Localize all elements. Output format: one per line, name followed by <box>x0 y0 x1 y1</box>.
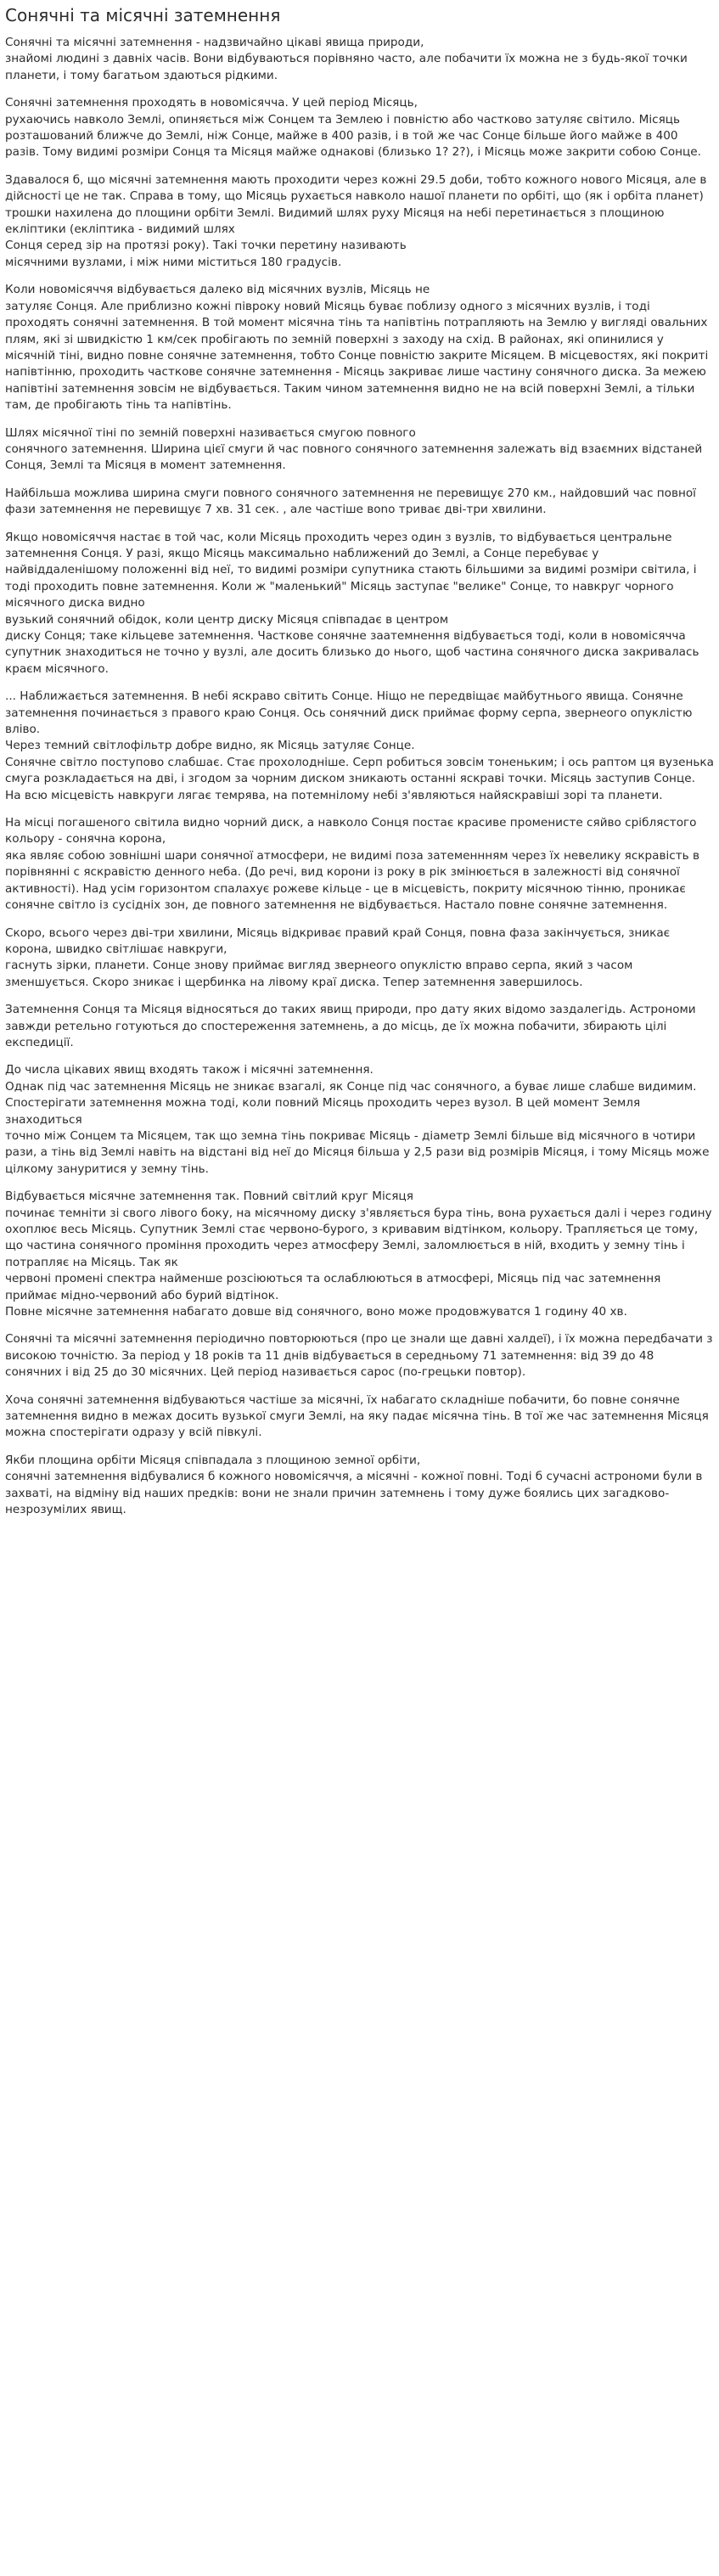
paragraph-corona: На місці погашеного світила видно чорний диск, а навколо Сонця постає красиве променисте сяйво сріблястого кольору - сонячна корона, яка являє собою зовнішні шари сонячної атмосфери, не видимі поза затеменнням через їх невелику яскравість в порівнянні с яскравістю денного неба. (До речі, вид корони із року в рік змінюється в залежності від сонячної активності). Над усім горизонтом спалахує рожеве кільце - це в місцевість, покриту місячною тінню, проникає сонячне світло із сусідніх зон, де повного затемнення не відбувається. Настало повне сонячне затемнення. <box>5 816 700 913</box>
paragraph-central-annular-eclipse: Якщо новомісяччя настає в той час, коли Місяць проходить через один з вузлів, то відбувається центральне затемнення Сонця. У разі, якщо Місяць максимально наближений до Землі, а Сонце перебуває у найвіддаленішому положенні від неї, то видимі розміри супутника стають більшими за видимі розміри світила, і тоді проходить повне затемнення. Коли ж "маленький" Місяць заступає "велике" Сонце, то навкруг чорного місячного диска видно вузький сонячний обідок, коли центр диску Місяця співпадає в центром диску Сонця; таке кільцеве затемнення. Часткове сонячне заатемнення відбувається тоді, коли в новомісячча супутник знаходиться не точно у вузлі, але досить близько до нього, щоб частина сонячного диска закривалась краєм місячного. <box>5 530 699 676</box>
paragraph-eclipse-end: Скоро, всього через дві-три хвилини, Місяць відкриває правий край Сонця, повна фаза закінчується, зникає корона, швидко світлішає навкруги, гаснуть зірки, планети. Сонце знову приймає вигляд звернеого опуклістю вправо серпа, який з часом зменшується. Скоро зникає і щербинка на лівому краї диска. Тепер затемнення завершилось. <box>5 925 671 989</box>
paragraph-saros: Сонячні та місячні затемнення періодично повторюються (про це знали ще давні халдеї), і їх можна передбачати з високою точністю. За період у 18 років та 11 днів відбувається в середньому 71 затемнення: від 39 до 48 сонячних і від 25 до 30 місячних. Цей період називається сарос (по-грецьки повтор). <box>5 1332 713 1380</box>
paragraph-orbit-plane: Якби площина орбіти Місяця співпадала з площиною земної орбіти, сонячні затемнення відбувалися б кожного новомісяччя, а місячні - кожної повні. Тоді б сучасні астрономи були в захваті, на відміну від наших предків: вони не знали причин затемнень і тому дуже боялись цих загадково-незрозумілих явищ. <box>5 1453 703 1517</box>
paragraph-visibility: Хоча сонячні затемнення відбуваються частіше за місячні, їх набагато складніше побачити, бо повне сонячне затемнення видно в межах досить вузької смуги Землі, на яку падає місячна тінь. В тої же час затемнення Місяця можна спостерігати одразу у всій півкулі. <box>5 1392 709 1440</box>
paragraph-solar-eclipse-new-moon: Сонячні затемнення проходять в новомісячча. У цей період Місяць, рухаючись навколо Землі, опиняється між Сонцем та Землею і повністю або частково затуляє світило. Місяць розташований ближче до Землі, ніж Сонце, майже в 400 разів, і в той же час Сонце більше його майже в 400 разів. Тому видимі розміри Сонця та Місяця майже однакові (близько 1? 2?), і Місяць може закрити собою Сонце. <box>5 96 701 160</box>
paragraph-lunar-eclipse: До числа цікавих явищ входять також і місячні затемнення. Однак під час затемнення Місяць не зникає взагалі, як Сонце під час сонячного, а буває лише слабше видимим. Спостерігати затемнення можна тоді, коли повний Місяць проходить через вузол. В цей момент Земля знаходиться точно між Сонцем та Місяцем, так що земна тінь покриває Місяць - діаметр Землі більше від місячного в чотири рази, а тінь від Землі навіть на відстані від неї до Місяця більша у 2,5 рази від розмірів Місяця, і тому Місяць може цілкому зануритися у земну тінь. <box>5 1063 710 1176</box>
paragraph-band-width-duration: Найбільша можлива ширина смуги повного сонячного затемнення не перевищує 270 км., найдовший час повної фази затемнення не перевищує 7 хв. 31 сек. , але частіше вono триває дві-три хвилини. <box>5 486 696 517</box>
paragraph-shadow-penumbra: Коли новомісяччя відбувається далеко від місячних вузлів, Місяць не затуляє Сонця. Але приблизно кожні півроку новий Місяць буває поблизу одного з місячних вузлів, і тоді проходять сонячні затемнення. В той момент місячна тінь та напівтінь потрапляють на Землю у вигляді овальних плям, які зі швидкістю 1 км/сек пробігають по земній поверхні з заходу на схід. В районах, які опинилися у місячній тіні, видно повне сонячне затемнення, тобто Сонце повністю закрите Місяцем. В місцевостях, які покриті напівтінню, проходить часткове сонячне затемнення - Місяць закриває лише частину сонячного диска. За межею напівтіні затемнення зовсім не відбувається. Таким чином затемнення видно не на всій поверхні Землі, а тільки там, де пробігають тінь та напівтінь. <box>5 283 709 413</box>
paragraph-totality-band: Шлях місячної тіні по земній поверхні називається смугою повного сонячного затемнення. Ширина цієї смуги й час повного сонячного затемнення залежать від взаємних відстаней Сонця, Землі та Місяця в момент затемнення. <box>5 425 703 473</box>
paragraph-eclipse-progress: ... Наближається затемнення. В небі яскраво світить Сонце. Ніщо не передвіщає майбутнього явища. Сонячне затемнення починається з правого краю Сонця. Ось сонячний диск приймає форму серпа, звернеого опуклістю вліво. Через темний світлофільтр добре видно, як Місяць затуляє Сонце. Сонячне світло поступово слабшає. Стає прохолодніше. Серп робиться зовсім тоненьким; і ось раптом ця вузенька смуга розкладається на дві, і згодом за чорним диском зникають останні яскраві точки. Місяць заступив Сонце. На всю місцевість навкруги лягає темрява, на потемнілому небі з'являються найяскравіші зорі та планети. <box>5 689 714 802</box>
paragraph-intro: Сонячні та місячні затемнення - надзвичайно цікаві явища природи, знайомі людині з давніх часів. Вони відбуваються порівняно часто, але побачити їх можна не з будь-якої точки планети, і тому багатьом здаються рідкими. <box>5 36 688 82</box>
paragraph-lunar-nodes: Здавалося б, що місячні затемнення мають проходити через кожні 29.5 доби, тобто кожного нового Місяця, але в дійсності це не так. Справа в тому, що Місяць рухається навколо нашої планети по орбіті, що (як і орбіта планет) трошки нахилена до площини орбіти Землі. Видимий шлях руху Місяця на небі перетинається з площиною екліптики (екліптика - видимий шлях Сонця серед зір на протязі року). Такі точки перетину називають місячними вузлами, і між ними міститься 180 градусів. <box>5 172 707 269</box>
paragraph-astronomers: Затемнення Сонця та Місяця відносяться до таких явищ природи, про дату яких відомо заздалегідь. Астрономи завжди ретельно готуються до спостереження затемнень, а до місць, де їх можна побачити, збирають цілі експедиції. <box>5 1003 696 1049</box>
article-title: Сонячні та місячні затемнення <box>5 5 281 25</box>
paragraph-lunar-eclipse-color: Відбувається місячне затемнення так. Повний світлий круг Місяця починає темніти зі свого лівого боку, на місячному диску з'являється бура тінь, вона рухається далі і через годину охоплює весь Місяць. Супутник Землі стає червоно-бурого, з кривавим відтінком, кольору. Трапляється це тому, що частина сонячного проміння проходить через атмосферу Землі, заломлюється в ній, входить у земну тінь і потрапляє на Місяць. Так як червоні промені спектра найменше розсіюються та ослаблюються в атмосфері, Місяць під час затемнення приймає мідно-червоний або бурий відтінок. Повне місячне затемнення набагато довше від сонячного, воно може продовжуватся 1 годину 40 хв. <box>5 1190 712 1319</box>
